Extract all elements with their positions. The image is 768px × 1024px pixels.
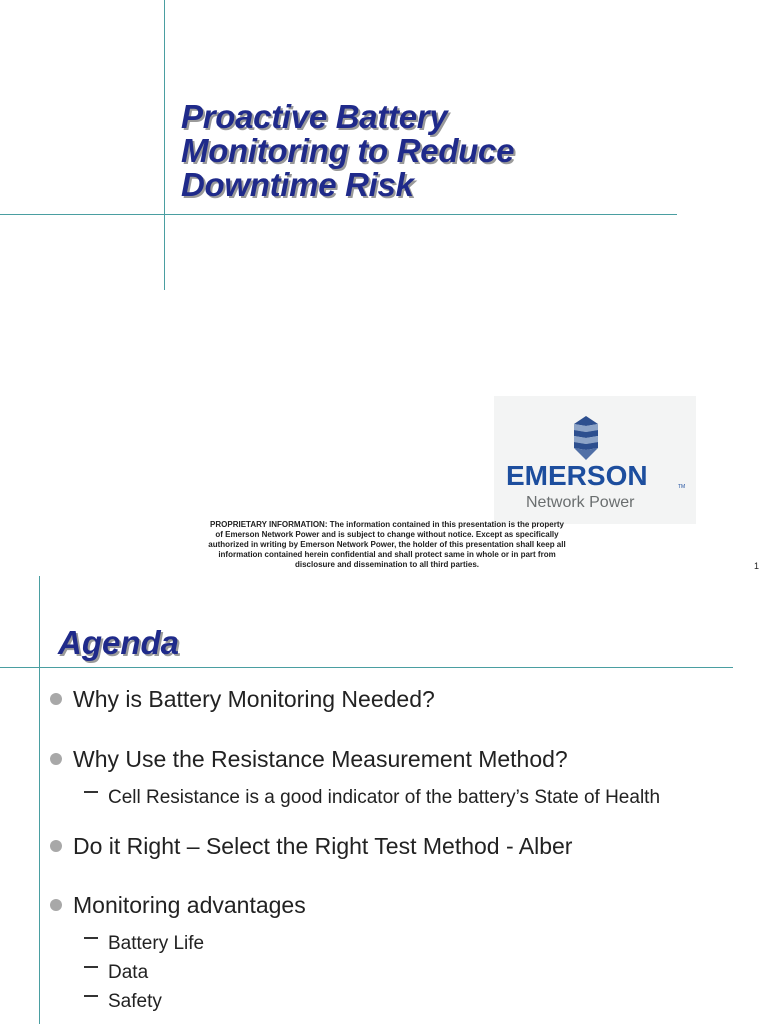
logo-wordmark: EMERSON [506,460,648,491]
horizontal-rule [0,667,733,668]
dash-icon [84,966,98,968]
emerson-logo [494,396,696,524]
page-number: 1 [754,561,760,571]
notice-line: of Emerson Network Power and is subject to change without notice. Except as specifically [215,530,559,539]
slide-title [181,100,514,202]
sub-bullet-item [84,962,148,984]
bullet-text: Why Use the Resistance Measurement Method? [73,746,568,772]
bullet-dot-icon [50,840,62,852]
vertical-rule [39,576,40,1024]
slide-2 [0,576,768,1024]
bullet-item [50,746,568,773]
title-line: Downtime Risk [181,166,414,203]
bullet-dot-icon [50,753,62,765]
horizontal-rule [0,214,677,215]
logo-subtitle: Network Power [526,494,635,511]
bullet-item [50,686,435,713]
sub-bullet-item [84,787,660,809]
logo-trademark: TM [678,484,686,490]
bullet-item [50,892,306,919]
sub-bullet-text: Data [108,962,149,983]
notice-line: PROPRIETARY INFORMATION: The information contained in this presentation is the property [210,520,564,529]
notice-line: information contained herein confidential and shall protect same in whole or in part from [218,550,556,559]
proprietary-notice [186,520,588,570]
dash-icon [84,937,98,939]
emerson-logo-mark-icon [568,416,604,460]
bullet-text: Monitoring advantages [73,892,306,918]
title-line: Monitoring to Reduce [181,132,515,169]
title-line: Proactive Battery [181,98,448,135]
sub-bullet-text: Battery Life [108,933,205,954]
sub-bullet-item [84,991,162,1013]
vertical-rule [164,0,165,290]
bullet-item [50,833,572,860]
dash-icon [84,791,98,793]
sub-bullet-text: Cell Resistance is a good indicator of the battery’s State of Health [108,787,661,808]
bullet-text: Why is Battery Monitoring Needed? [73,686,435,712]
notice-line: disclosure and dissemination to all third parties. [294,560,480,569]
bullet-dot-icon [50,899,62,911]
bullet-dot-icon [50,693,62,705]
bullet-text: Do it Right – Select the Right Test Method - Alber [73,833,573,859]
sub-bullet-text: Safety [108,991,162,1012]
dash-icon [84,995,98,997]
notice-line: authorized in writing by Emerson Network Power, the holder of this presentation shall keep all [208,540,566,549]
sub-bullet-item [84,933,204,955]
agenda-title: Agenda [58,624,180,661]
